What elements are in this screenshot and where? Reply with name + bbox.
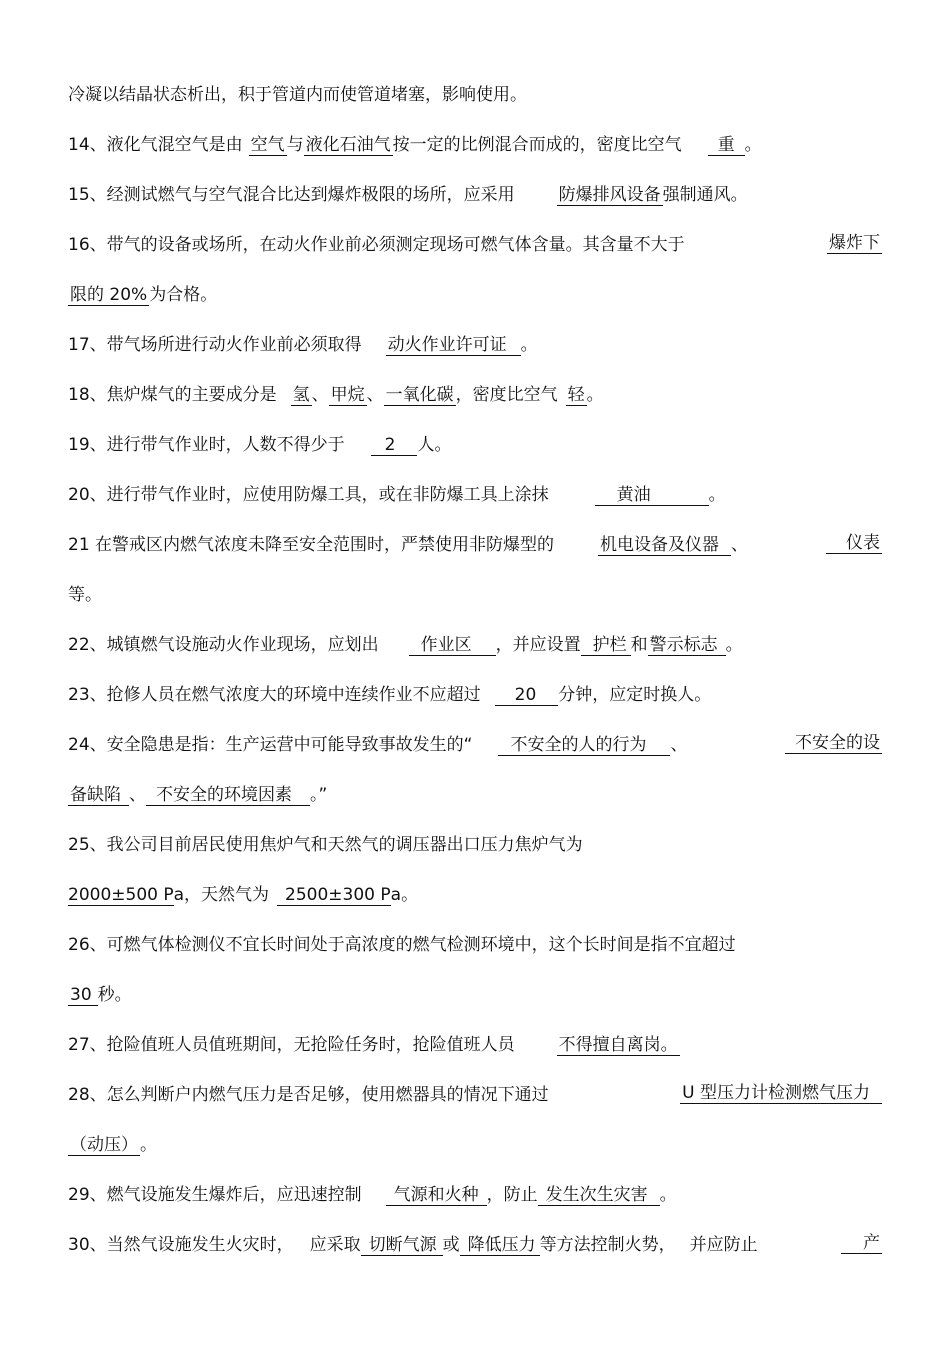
- answer-blank: 不得擅自离岗。: [558, 1035, 678, 1055]
- question-25: [68, 833, 882, 857]
- question-27: [68, 1033, 882, 1057]
- question-text: 和: [630, 635, 648, 655]
- question-text: a。: [390, 885, 419, 905]
- question-text: a，天然气为: [173, 885, 270, 905]
- answer-blank: 空气: [250, 135, 285, 155]
- question-text: 22、城镇燃气设施动火作业现场，应划出: [68, 635, 379, 655]
- question-text: 。: [725, 635, 743, 655]
- question-text: 25、我公司目前居民使用焦炉气和天然气的调压器出口压力焦炉气为: [68, 835, 583, 855]
- answer-blank: 发生次生灾害: [538, 1185, 660, 1206]
- question-text: 、: [366, 385, 384, 405]
- question-23: [68, 683, 882, 707]
- answer-blank: 黄油: [595, 485, 709, 506]
- answer-blank: 作业区: [409, 635, 496, 656]
- answer-blank: 护栏: [581, 635, 631, 656]
- question-text: 与: [286, 135, 304, 155]
- question-25-cont: [68, 883, 882, 907]
- question-text: 14、液化气混空气是由: [68, 135, 243, 155]
- answer-blank: 20: [495, 685, 559, 706]
- question-21: [68, 533, 882, 557]
- question-22: [68, 633, 882, 657]
- question-text: 26、可燃气体检测仪不宜长时间处于高浓度的燃气检测环境中，这个长时间是指不宜超过: [68, 935, 736, 955]
- question-text: 28、怎么判断户内燃气压力是否足够，使用燃器具的情况下通过: [68, 1085, 549, 1105]
- question-text: 为合格。: [149, 285, 218, 305]
- question-text: 、: [129, 785, 146, 805]
- question-14: [68, 133, 882, 157]
- question-text: 。: [520, 335, 538, 355]
- question-26-cont: [68, 983, 882, 1007]
- question-text: 、: [670, 735, 688, 755]
- question-text: 秒。: [97, 985, 132, 1005]
- answer-blank: 动火作业许可证: [386, 335, 521, 356]
- answer-blank: （动压）: [70, 1135, 138, 1155]
- answer-blank: 一氧化碳: [385, 385, 454, 405]
- question-text: 、: [311, 385, 329, 405]
- line-text: 冷凝以结晶状态析出，积于管道内而使管道堵塞，影响使用。: [68, 85, 527, 105]
- question-text: ，密度比空气: [455, 385, 558, 405]
- question-text: 。”: [310, 785, 328, 805]
- question-text: 18、焦炉煤气的主要成分是: [68, 385, 277, 405]
- answer-blank: 产: [841, 1233, 882, 1254]
- text-line: [68, 83, 882, 107]
- answer-blank: 氢: [292, 385, 310, 405]
- answer-blank: 备缺陷: [68, 785, 129, 806]
- answer-blank: 限的 20%: [70, 285, 148, 305]
- question-16: [68, 233, 882, 257]
- answer-blank: 轻: [567, 385, 585, 405]
- answer-blank: 不安全的环境因素: [146, 785, 310, 806]
- question-30: [68, 1233, 882, 1257]
- question-text: 24、安全隐患是指：生产运营中可能导致事故发生的“: [68, 735, 473, 755]
- question-text: ，并应设置: [495, 635, 581, 655]
- question-text: 或: [442, 1235, 460, 1255]
- question-text: 19、进行带气作业时，人数不得少于: [68, 435, 345, 455]
- answer-blank: 防爆排风设备: [558, 185, 661, 205]
- question-text: 29、燃气设施发生爆炸后，应迅速控制: [68, 1185, 362, 1205]
- answer-blank: 30: [68, 985, 98, 1006]
- question-text: 强制通风。: [662, 185, 748, 205]
- question-19: [68, 433, 882, 457]
- question-24: [68, 733, 882, 757]
- question-text: 23、抢修人员在燃气浓度大的环境中连续作业不应超过: [68, 685, 481, 705]
- question-text: 并应防止: [689, 1235, 758, 1255]
- question-text: 。: [140, 1135, 157, 1155]
- question-29: [68, 1183, 882, 1207]
- question-text: 27、抢险值班人员值班期间，无抢险任务时，抢险值班人员: [68, 1035, 515, 1055]
- question-text: 21 在警戒区内燃气浓度未降至安全范围时，严禁使用非防爆型的: [68, 535, 555, 555]
- answer-blank: 机电设备及仪器: [598, 535, 731, 556]
- question-text: 等方法控制火势，: [539, 1235, 676, 1255]
- question-20: [68, 483, 882, 507]
- question-text: 按一定的比例混合而成的，密度比空气: [392, 135, 682, 155]
- question-text: 15、经测试燃气与空气混合比达到爆炸极限的场所，应采用: [68, 185, 515, 205]
- question-18: [68, 383, 882, 407]
- question-text: 30、当然气设施发生火灾时，: [68, 1235, 294, 1255]
- question-text: 。: [659, 1185, 677, 1205]
- answer-blank: 甲烷: [330, 385, 365, 405]
- answer-blank: 液化石油气: [305, 135, 391, 155]
- answer-blank: 爆炸下: [829, 233, 880, 253]
- answer-blank: 不安全的人的行为: [498, 735, 670, 756]
- question-text: 17、带气场所进行动火作业前必须取得: [68, 335, 362, 355]
- question-text: 20、进行带气作业时，应使用防爆工具，或在非防爆工具上涂抹: [68, 485, 549, 505]
- question-26: [68, 933, 882, 957]
- question-17: [68, 333, 882, 357]
- answer-blank: U 型压力计检测燃气压力: [680, 1083, 882, 1104]
- question-21-cont: [68, 583, 882, 607]
- answer-blank: 2: [371, 435, 418, 456]
- answer-blank: 仪表: [826, 533, 882, 554]
- question-24-cont: [68, 783, 882, 807]
- answer-blank: 气源和火种: [386, 1185, 487, 1206]
- answer-blank: 2000±500 P: [68, 885, 174, 905]
- question-text: 等。: [68, 585, 102, 605]
- question-15: [68, 183, 882, 207]
- answer-blank: 警示标志: [648, 635, 726, 656]
- question-text: 。: [744, 135, 762, 155]
- question-text: 分钟，应定时换人。: [558, 685, 712, 705]
- question-text: 应采取: [309, 1235, 361, 1255]
- question-text: 。: [708, 485, 726, 505]
- answer-blank: 不安全的设: [785, 733, 882, 754]
- answer-blank: 切断气源: [361, 1235, 443, 1256]
- question-text: 人。: [417, 435, 452, 455]
- question-16-cont: [68, 283, 882, 307]
- answer-blank: 重: [708, 135, 745, 156]
- answer-blank: 2500±300 P: [277, 885, 391, 906]
- question-28-cont: [68, 1133, 882, 1157]
- question-text: ，防止: [486, 1185, 538, 1205]
- question-text: 、: [731, 535, 749, 555]
- question-28: [68, 1083, 882, 1107]
- answer-blank: 降低压力: [460, 1235, 540, 1256]
- question-text: 。: [586, 385, 604, 405]
- question-text: 16、带气的设备或场所，在动火作业前必须测定现场可燃气体含量。其含量不大于: [68, 235, 685, 255]
